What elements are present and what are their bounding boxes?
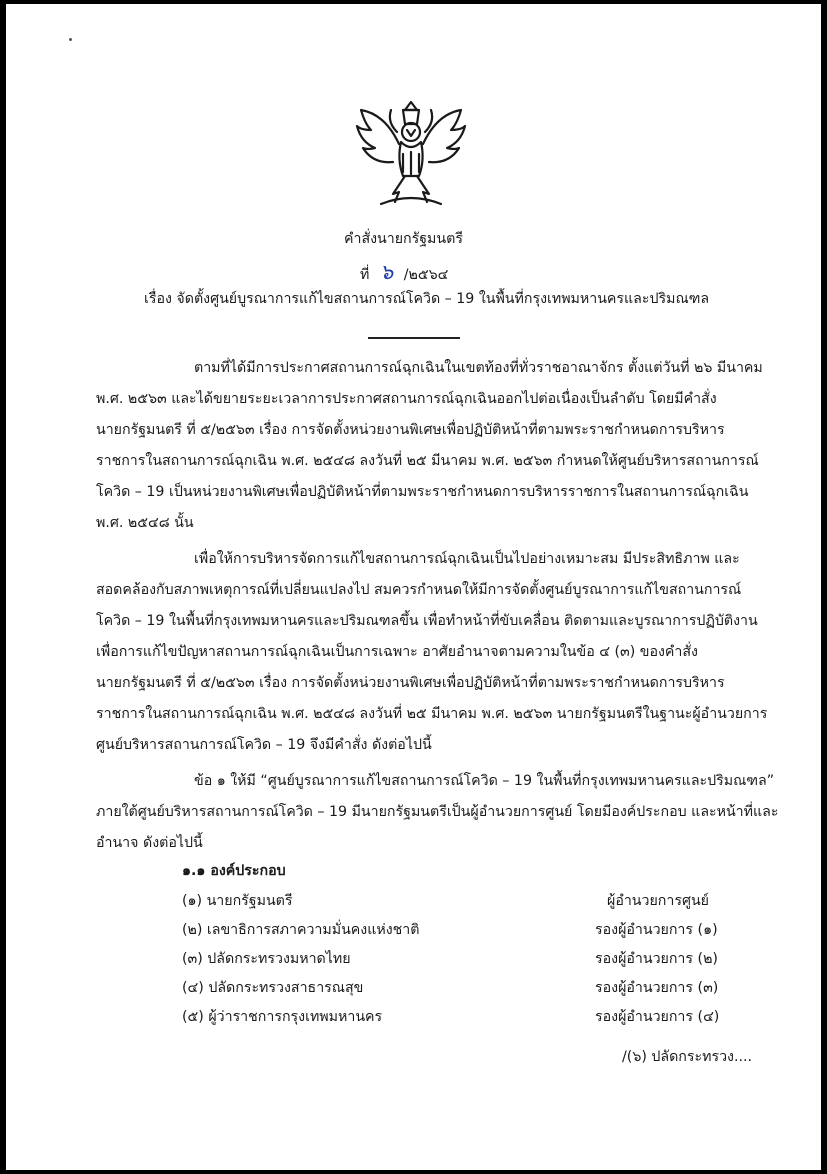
body-line: นายกรัฐมนตรี ที่ ๕/๒๕๖๓ เรื่อง การจัดตั้งหน่วยงานพิเศษเพื่อปฏิบัติหน้าที่ตามพระราชกำหนดการบริหาร: [96, 422, 725, 438]
body-line: อำนาจ ดังต่อไปนี้: [96, 835, 203, 851]
garuda-emblem-icon: [351, 92, 471, 214]
member-role: รองผู้อำนวยการ (๓): [595, 980, 719, 996]
body-line: สอดคล้องกับสภาพเหตุการณ์ที่เปลี่ยนแปลงไป สมควรกำหนดให้มีการจัดตั้งศูนย์บูรณาการแก้ไขสถานการณ์: [96, 582, 742, 598]
body-line: พ.ศ. ๒๕๖๓ และได้ขยายระยะเวลาการประกาศสถานการณ์ฉุกเฉินออกไปต่อเนื่องเป็นลำดับ โดยมีคำสั่ง: [96, 391, 717, 407]
body-line: เพื่อการแก้ไขปัญหาสถานการณ์ฉุกเฉินเป็นการเฉพาะ อาศัยอำนาจตามความในข้อ ๔ (๓) ของคำสั่ง: [96, 644, 698, 660]
body-line: ข้อ ๑ ให้มี “ศูนย์บูรณาการแก้ไขสถานการณ์โควิด – 19 ในพื้นที่กรุงเทพมหานครและปริมณฑล”: [194, 773, 775, 789]
body-line: เพื่อให้การบริหารจัดการแก้ไขสถานการณ์ฉุกเฉินเป็นไปอย่างเหมาะสม มีประสิทธิภาพ และ: [194, 551, 740, 567]
continuation-marker: /(๖) ปลัดกระทรวง....: [622, 1049, 753, 1065]
member-name: (๒) เลขาธิการสภาความมั่นคงแห่งชาติ: [182, 922, 420, 938]
member-name: (๕) ผู้ว่าราชการกรุงเทพมหานคร: [182, 1009, 383, 1025]
body-line: ตามที่ได้มีการประกาศสถานการณ์ฉุกเฉินในเขตท้องที่ทั่วราชอาณาจักร ตั้งแต่วันที่ ๒๖ มีนาคม: [194, 360, 763, 376]
header-divider: [368, 337, 460, 339]
member-name: (๓) ปลัดกระทรวงมหาดไทย: [182, 951, 351, 967]
order-number-prefix: ที่: [360, 267, 370, 283]
body-line: พ.ศ. ๒๕๔๘ นั้น: [96, 515, 194, 531]
member-role: รองผู้อำนวยการ (๒): [595, 951, 718, 967]
body-line: ราชการในสถานการณ์ฉุกเฉิน พ.ศ. ๒๕๔๘ ลงวันที่ ๒๕ มีนาคม พ.ศ. ๒๕๖๓ นายกรัฐมนตรีในฐานะผู้อำนวยการ: [96, 706, 768, 722]
composition-heading: ๑.๑ องค์ประกอบ: [182, 863, 286, 879]
member-role: รองผู้อำนวยการ (๔): [595, 1009, 720, 1025]
order-number: [360, 256, 448, 289]
order-subject: เรื่อง จัดตั้งศูนย์บูรณาการแก้ไขสถานการณ์โควิด – 19 ในพื้นที่กรุงเทพมหานครและปริมณฑล: [144, 291, 710, 307]
order-number-suffix: /๒๕๖๔: [403, 267, 449, 283]
body-line: โควิด – 19 เป็นหน่วยงานพิเศษเพื่อปฏิบัติหน้าที่ตามพระราชกำหนดการบริหารราชการในสถานการณ์ฉุกเฉิน: [96, 484, 749, 500]
order-title: คำสั่งนายกรัฐมนตรี: [344, 231, 463, 247]
body-line: ศูนย์บริหารสถานการณ์โควิด – 19 จึงมีคำสั่ง ดังต่อไปนี้: [96, 737, 432, 753]
order-number-handwritten: ๖: [379, 260, 394, 284]
body-line: โควิด – 19 ในพื้นที่กรุงเทพมหานครและปริมณฑลขึ้น เพื่อทำหน้าที่ขับเคลื่อน ติดตามและบูรณาการปฏิบัติงาน: [96, 613, 758, 629]
scan-speck: [69, 38, 72, 41]
member-name: (๑) นายกรัฐมนตรี: [182, 893, 293, 909]
document-page: [6, 4, 821, 1170]
body-line: ภายใต้ศูนย์บริหารสถานการณ์โควิด – 19 มีนายกรัฐมนตรีเป็นผู้อำนวยการศูนย์ โดยมีองค์ประกอบ และหน้าที่และ: [96, 804, 779, 820]
body-line: นายกรัฐมนตรี ที่ ๕/๒๕๖๓ เรื่อง การจัดตั้งหน่วยงานพิเศษเพื่อปฏิบัติหน้าที่ตามพระราชกำหนดการบริหาร: [96, 675, 725, 691]
body-line: ราชการในสถานการณ์ฉุกเฉิน พ.ศ. ๒๕๔๘ ลงวันที่ ๒๕ มีนาคม พ.ศ. ๒๕๖๓ กำหนดให้ศูนย์บริหารสถานการณ์: [96, 453, 759, 469]
member-name: (๔) ปลัดกระทรวงสาธารณสุข: [182, 980, 364, 996]
member-role: ผู้อำนวยการศูนย์: [607, 893, 709, 909]
member-role: รองผู้อำนวยการ (๑): [595, 922, 718, 938]
